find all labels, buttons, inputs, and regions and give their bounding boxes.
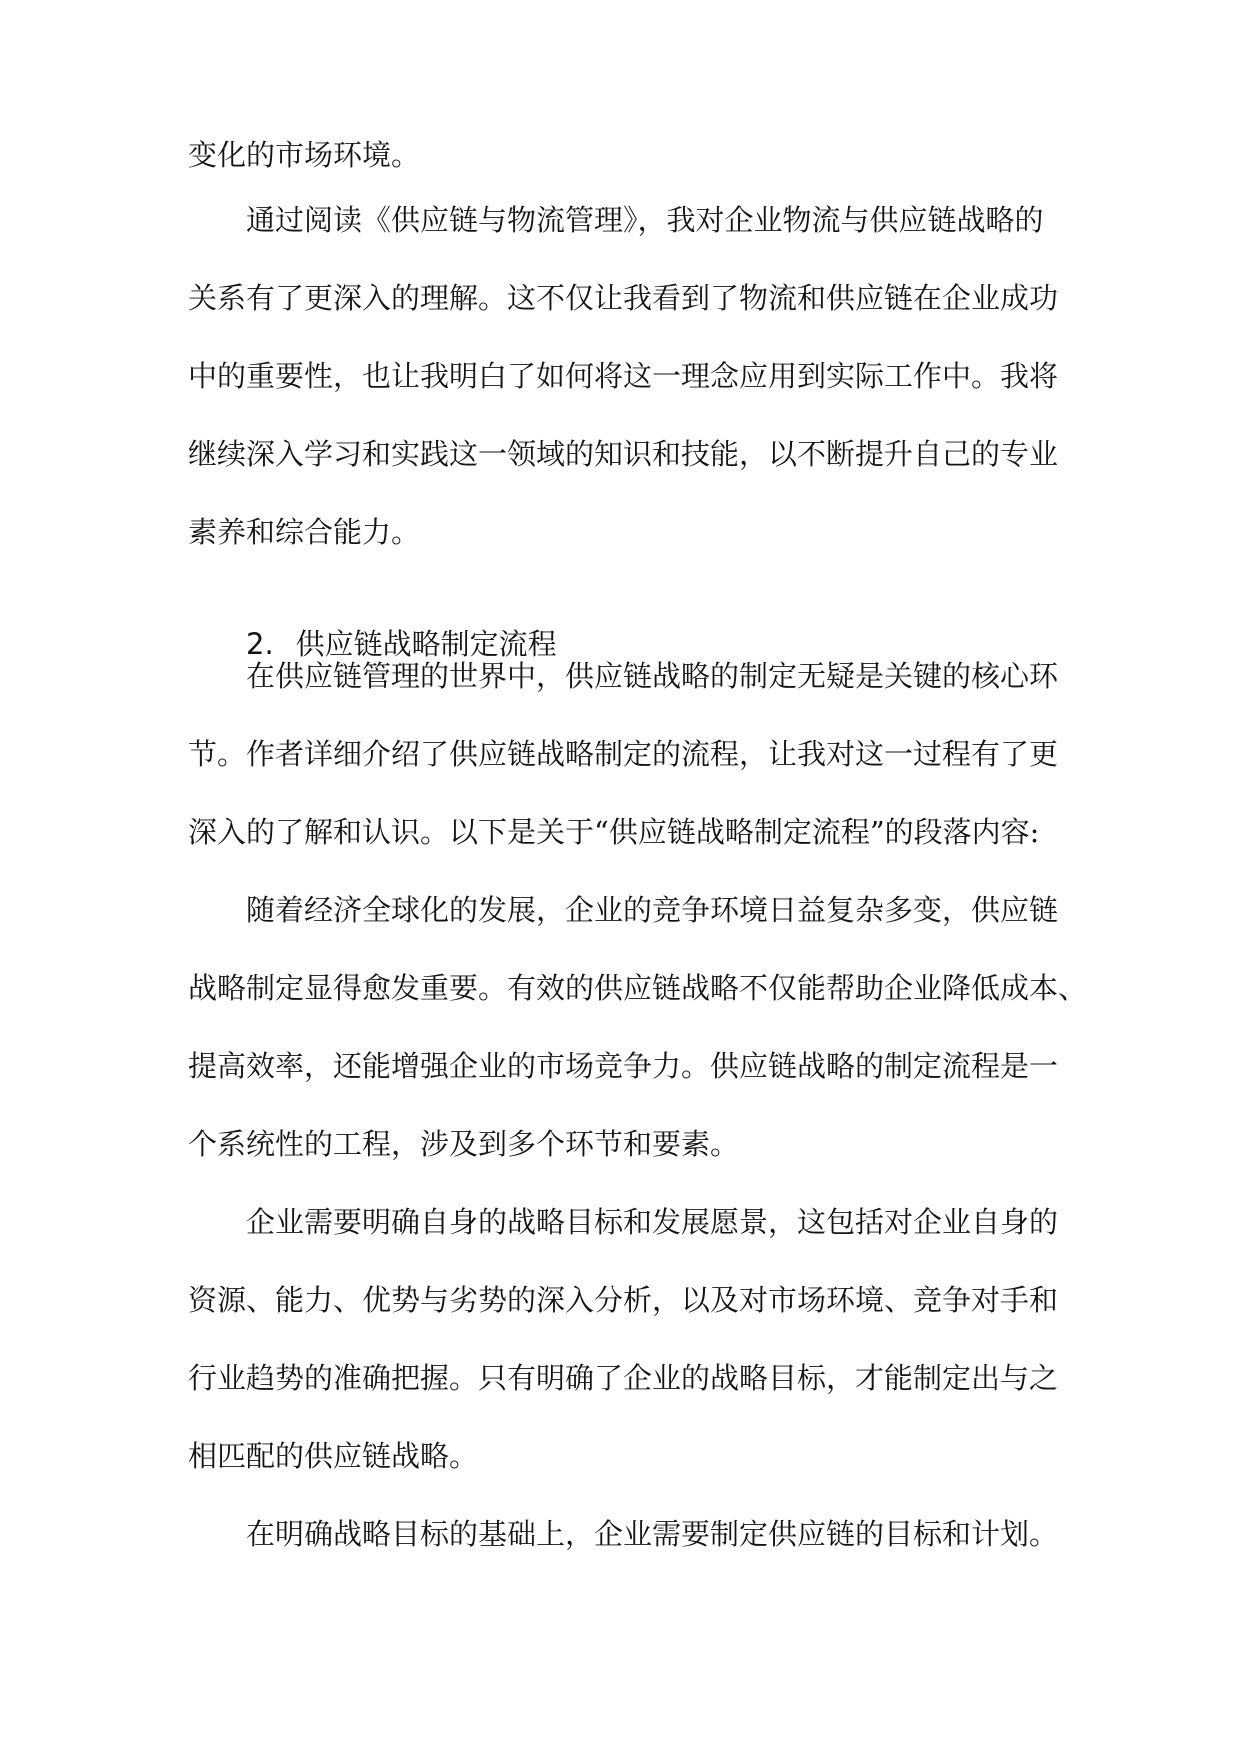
paragraph-reflection (188, 181, 1058, 571)
text-line: 行业趋势的准确把握。只有明确了企业的战略目标，才能制定出与之 (188, 1361, 1059, 1395)
text-line: 节。作者详细介绍了供应链战略制定的流程，让我对这一过程有了更 (188, 737, 1059, 771)
text-line: 随着经济全球化的发展，企业的竞争环境日益复杂多变，供应链 (246, 893, 1059, 927)
text-line: 在供应链管理的世界中，供应链战略的制定无疑是关键的核心环 (246, 659, 1059, 693)
text-line: 在明确战略目标的基础上，企业需要制定供应链的目标和计划。 (246, 1517, 1059, 1551)
section-body (188, 637, 1088, 1573)
text-line: 变化的市场环境。 (188, 138, 421, 172)
text-line: 素养和综合能力。 (188, 515, 421, 549)
text-line: 通过阅读《供应链与物流管理》，我对企业物流与供应链战略的 (246, 203, 1044, 237)
section-number: 2. (246, 627, 274, 661)
text-line: 中的重要性，也让我明白了如何将这一理念应用到实际工作中。我将 (188, 359, 1059, 393)
text-line: 企业需要明确自身的战略目标和发展愿景，这包括对企业自身的 (246, 1205, 1059, 1239)
text-line: 相匹配的供应链战略。 (188, 1439, 479, 1473)
text-line: 战略制定显得愈发重要。有效的供应链战略不仅能帮助企业降低成本、 (188, 971, 1088, 1005)
text-line: 关系有了更深入的理解。这不仅让我看到了物流和供应链在企业成功 (188, 281, 1059, 315)
text-line: 深入的了解和认识。以下是关于“供应链战略制定流程”的段落内容: (188, 815, 1040, 849)
text-line: 资源、能力、优势与劣势的深入分析，以及对市场环境、竞争对手和 (188, 1283, 1059, 1317)
text-line: 个系统性的工程，涉及到多个环节和要素。 (188, 1127, 740, 1161)
section-title: 供应链战略制定流程 (295, 627, 557, 661)
text-line: 继续深入学习和实践这一领域的知识和技能，以不断提升自己的专业 (188, 437, 1059, 471)
text-line: 提高效率，还能增强企业的市场竞争力。供应链战略的制定流程是一 (188, 1049, 1059, 1083)
